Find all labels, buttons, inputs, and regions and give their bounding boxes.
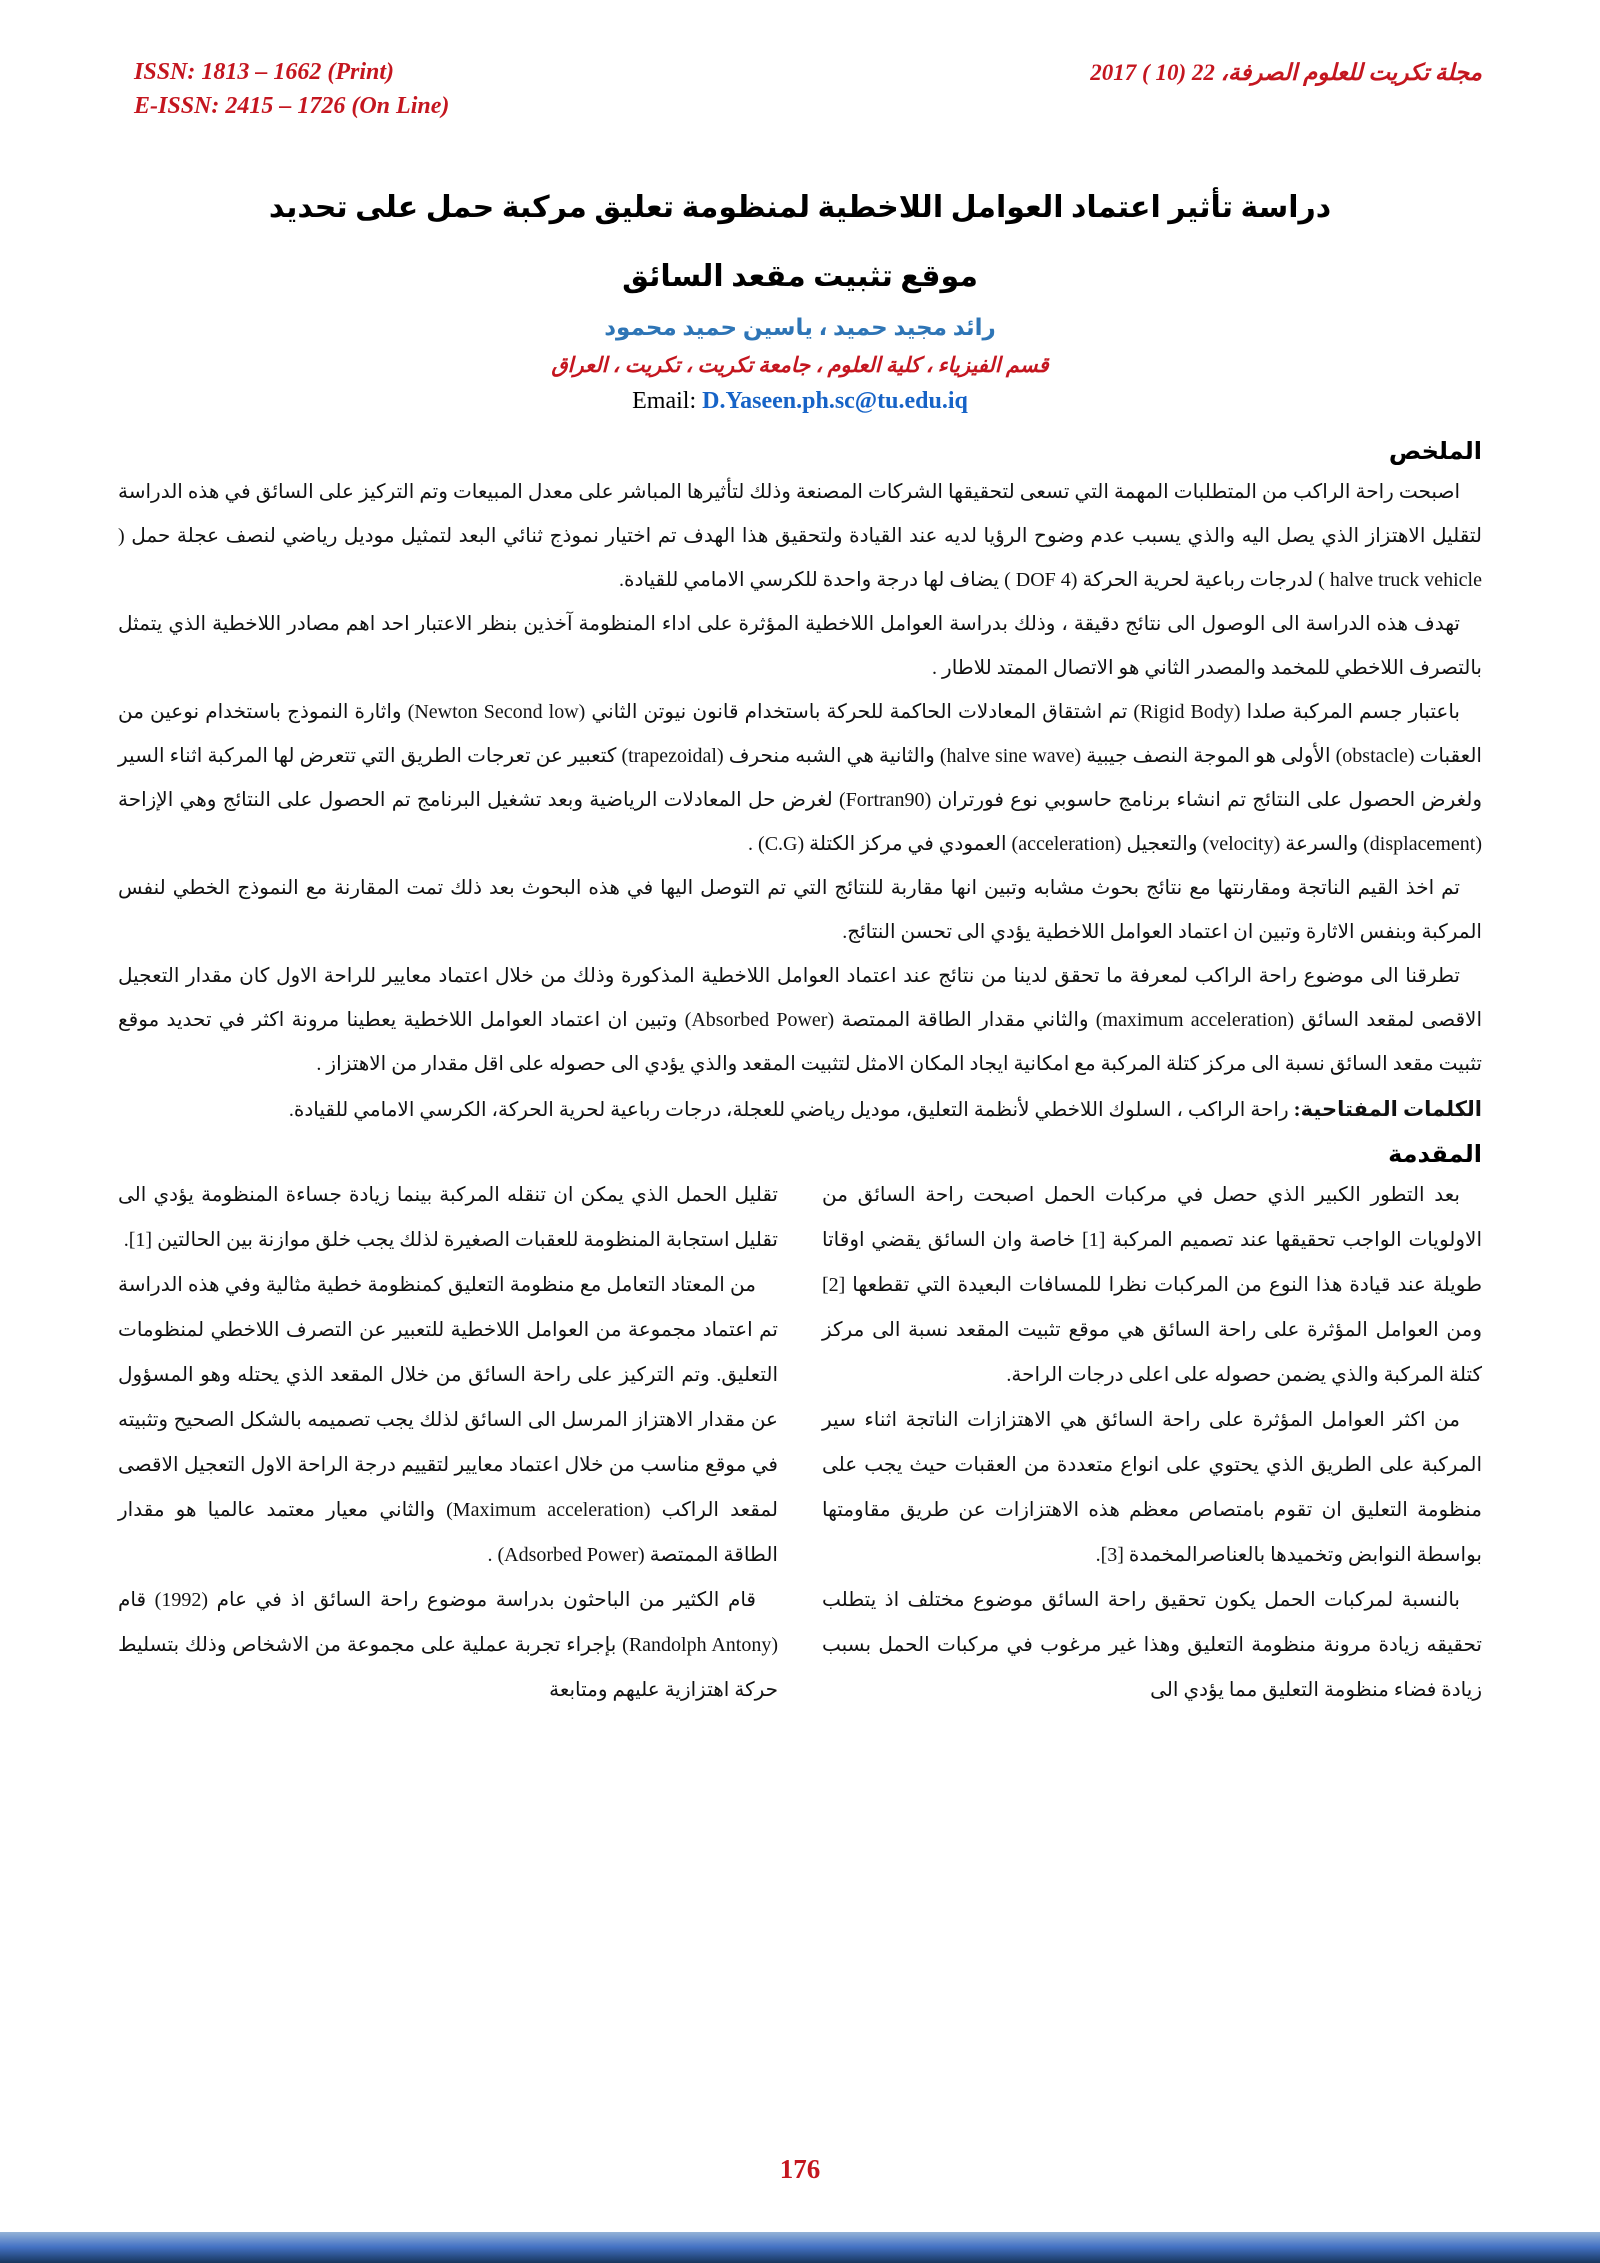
abstract-paragraph: تم اخذ القيم الناتجة ومقارنتها مع نتائج بحوث مشابه وتبين انها مقاربة للنتائج التي تم التوصل اليها في هذه البحوث بعد ذلك تمت المقارنة مع النموذج الخطي لنفس المركبة وبنفس الاثارة وتبين ان اعتماد العوامل اللاخطية يؤدي الى تحسن النتائج. xyxy=(118,877,1482,944)
keywords xyxy=(118,1086,1482,1132)
footer-band xyxy=(0,2232,1600,2263)
intro-paragraph: قام الكثير من الباحثون بدراسة موضوع راحة السائق اذ في عام (1992) قام (Randolph Antony) بإجراء تجربة عملية على مجموعة من الاشخاص وذلك بتسليط حركة اهتزازية عليهم ومتابعة xyxy=(118,1589,778,1702)
introduction-columns xyxy=(118,1173,1482,1713)
abstract-paragraph: تهدف هذه الدراسة الى الوصول الى نتائج دقيقة ، وذلك بدراسة العوامل اللاخطية المؤثرة على اداء المنظومة آخذين بنظر الاعتبار احد اهم مصادر اللاخطية الذي يتمثل بالتصرف اللاخطي للمخمد والمصدر الثاني هو الاتصال الممتد للاطار . xyxy=(118,613,1482,680)
page-number: 176 xyxy=(779,2154,821,2184)
email-row xyxy=(118,388,1482,415)
email-link[interactable]: D.Yaseen.ph.sc@tu.edu.iq xyxy=(702,388,968,415)
keywords-label: الكلمات المفتاحية: xyxy=(1293,1097,1482,1122)
intro-paragraph: من المعتاد التعامل مع منظومة التعليق كمنظومة خطية مثالية وفي هذه الدراسة تم اعتماد مجموعة من العوامل اللاخطية للتعبير عن التصرف اللاخطي لمنظومات التعليق. وتم التركيز على راحة السائق من خلال المقعد الذي يحتله وهو المسؤول عن مقدار الاهتزاز المرسل الى السائق لذلك يجب تصميمه بالشكل الصحيح وتثبيته في موقع مناسب من خلال اعتماد معايير لتقييم درجة الراحة الاول التعجيل الاقصى لمقعد الراكب (Maximum acceleration) والثاني معيار معتمد عالميا هو مقدار الطاقة الممتصة (Adsorbed Power) . xyxy=(118,1274,778,1567)
email-label: Email: xyxy=(632,388,697,415)
intro-column-right xyxy=(822,1173,1482,1713)
issn-online: E-ISSN: 2415 – 1726 (On Line) xyxy=(134,92,450,119)
affiliation: قسم الفيزياء ، كلية العلوم ، جامعة تكريت ، تكريت ، العراق xyxy=(551,353,1049,378)
article-title-line2: موقع تثبيت مقعد السائق xyxy=(622,260,978,294)
abstract-section xyxy=(118,470,1482,1086)
authors: رائد مجيد حميد ، ياسين حميد محمود xyxy=(604,315,996,341)
intro-paragraph: تقليل الحمل الذي يمكن ان تنقله المركبة بينما زيادة جساءة المنظومة يؤدي الى تقليل استجابة المنظومة للعقبات الصغيرة لذلك يجب خلق موازنة بين الحالتين [1]. xyxy=(118,1184,778,1252)
issn-block xyxy=(118,56,449,123)
intro-paragraph: بالنسبة لمركبات الحمل يكون تحقيق راحة السائق موضوع مختلف اذ يتطلب تحقيقه زيادة مرونة منظومة التعليق وهذا غير مرغوب في مركبات الحمل بسبب زيادة فضاء منظومة التعليق مما يؤدي الى xyxy=(822,1589,1482,1702)
abstract-paragraph: تطرقنا الى موضوع راحة الراكب لمعرفة ما تحقق لدينا من نتائج عند اعتماد العوامل اللاخطية المذكورة وذلك من خلال اعتماد معايير للراحة الاول كان مقدار التعجيل الاقصى لمقعد السائق (maximum acceleration) والثاني مقدار الطاقة الممتصة (Absorbed Power) وتبين ان اعتماد العوامل اللاخطية يعطينا مرونة اكثر في تحديد موقع تثبيت مقعد السائق نسبة الى مركز كتلة المركبة مع امكانية ايجاد المكان الامثل لتثبيت المقعد والذي يؤدي الى حصوله على اقل مقدار من الاهتزاز . xyxy=(118,965,1483,1076)
keywords-text: راحة الراكب ، السلوك اللاخطي لأنظمة التعليق، موديل رياضي للعجلة، درجات رباعية لحرية الحركة، الكرسي الامامي للقيادة. xyxy=(288,1099,1294,1122)
intro-column-left xyxy=(118,1173,778,1713)
issn-print: ISSN: 1813 – 1662 (Print) xyxy=(134,59,395,85)
page-header xyxy=(118,56,1482,123)
abstract-heading: الملخص xyxy=(1388,439,1482,466)
intro-paragraph: من اكثر العوامل المؤثرة على راحة السائق هي الاهتزازات الناتجة اثناء سير المركبة على الطريق الذي يحتوي على انواع متعددة من العقبات حيث يجب على منظومة التعليق ان تقوم بامتصاص معظم هذه الاهتزازات عن طريق مقاومتها بواسطة النوابض وتخميدها بالعناصرالمخمدة [3]. xyxy=(822,1409,1482,1567)
article-title xyxy=(118,173,1482,311)
intro-paragraph: بعد التطور الكبير الذي حصل في مركبات الحمل اصبحت راحة السائق من الاولويات الواجب تحقيقها عند تصميم المركبة [1] خاصة وان السائق يقضي اوقاتا طويلة عند قيادة هذا النوع من المركبات نظرا للمسافات البعيدة التي تقطعها [2] ومن العوامل المؤثرة على راحة السائق هي موقع تثبيت المقعد نسبة الى مركز كتلة المركبة والذي يضمن حصوله على اعلى درجات الراحة. xyxy=(822,1184,1482,1387)
article-title-line1: دراسة تأثير اعتماد العوامل اللاخطية لمنظومة تعليق مركبة حمل على تحديد xyxy=(268,191,1332,225)
introduction-heading: المقدمة xyxy=(1388,1142,1482,1169)
journal-title: مجلة تكريت للعلوم الصرفة، 22 (10 ) 2017 xyxy=(1090,60,1482,85)
abstract-paragraph: اصبحت راحة الراكب من المتطلبات المهمة التي تسعى لتحقيقها الشركات المصنعة وذلك لتأثيرها المباشر على معدل المبيعات وتم التركيز على السائق في هذه الدراسة لتقليل الاهتزاز الذي يصل اليه والذي يسبب عدم وضوح الرؤيا لديه عند القيادة ولتحقيق هذا الهدف تم اختيار نموذج ثنائي البعد لتمثيل موديل رياضي لنصف عجلة حمل ( halve truck vehicle ) لدرجات رباعية لحرية الحركة (4 DOF ) يضاف لها درجة واحدة للكرسي الامامي للقيادة. xyxy=(118,481,1482,592)
abstract-paragraph: باعتبار جسم المركبة صلدا (Rigid Body) تم اشتقاق المعادلات الحاكمة للحركة باستخدام قانون نيوتن الثاني (Newton Second low) واثارة النموذج باستخدام نوعين من العقبات (obstacle) الأولى هو الموجة النصف جيبية (halve sine wave) والثانية هي الشبه منحرف (trapezoidal) كتعبير عن تعرجات الطريق التي تتعرض لها المركبة اثناء السير ولغرض الحصول على النتائج تم انشاء برنامج حاسوبي نوع فورتران (Fortran90) لغرض حل المعادلات الرياضية وبعد تشغيل البرنامج تم الحصول على النتائج وهي الإزاحة (displacement) والسرعة (velocity) والتعجيل (acceleration) العمودي في مركز الكتلة (C.G) . xyxy=(118,701,1482,856)
